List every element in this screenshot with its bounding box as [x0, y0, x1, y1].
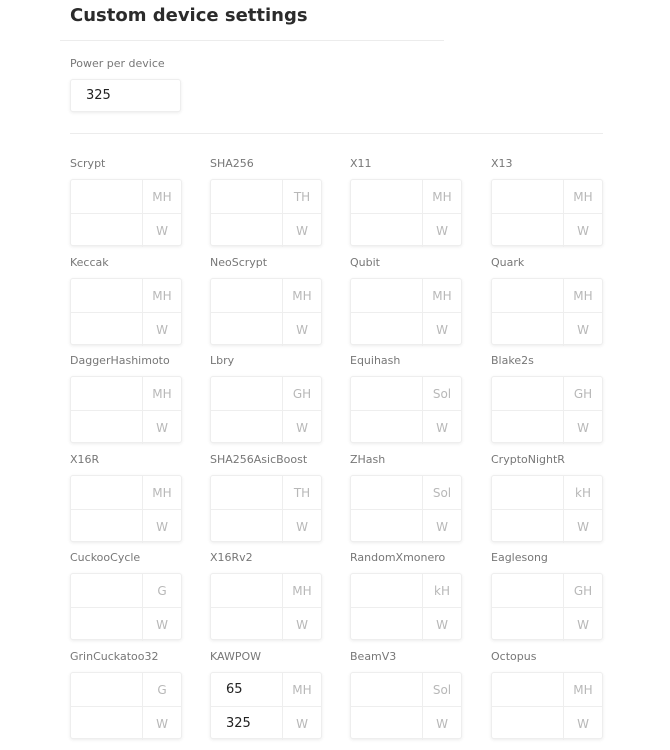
algorithm-input-group — [491, 376, 603, 443]
speed-input[interactable] — [351, 574, 423, 607]
algorithm-name: SHA256AsicBoost — [210, 453, 308, 466]
power-input[interactable] — [211, 313, 283, 346]
algorithm-name: DaggerHashimoto — [70, 354, 170, 367]
speed-row — [211, 574, 321, 608]
power-row — [492, 313, 602, 346]
next-row-label-cutoff — [70, 745, 130, 750]
power-input[interactable] — [71, 707, 143, 740]
speed-row — [492, 279, 602, 313]
algorithm-input-group — [70, 179, 182, 246]
algorithm-input-group — [70, 573, 182, 640]
power-row — [71, 510, 181, 543]
power-input[interactable] — [351, 608, 423, 641]
speed-row — [71, 476, 181, 510]
speed-row — [492, 180, 602, 214]
speed-unit: MH — [292, 683, 312, 697]
power-unit: W — [577, 717, 589, 731]
power-per-device-input[interactable]: 325 — [70, 79, 181, 112]
algorithm-input-group — [491, 672, 603, 739]
algorithm-input-group — [210, 376, 322, 443]
power-row — [492, 608, 602, 641]
power-input[interactable] — [211, 411, 283, 444]
power-row — [351, 313, 461, 346]
algorithm-input-group — [210, 573, 322, 640]
power-row — [211, 707, 321, 740]
power-unit: W — [156, 224, 168, 238]
speed-row — [71, 574, 181, 608]
power-unit: W — [156, 618, 168, 632]
algorithm-name: Equihash — [350, 354, 401, 367]
algorithm-input-group — [210, 672, 322, 739]
speed-unit: TH — [293, 190, 311, 204]
speed-row — [211, 279, 321, 313]
algorithm-input-group — [210, 179, 322, 246]
speed-unit: MH — [292, 584, 312, 598]
algorithm-input-group — [350, 376, 462, 443]
power-row — [492, 510, 602, 543]
algorithm-input-group — [70, 376, 182, 443]
speed-unit: GH — [292, 387, 312, 401]
power-unit: W — [436, 224, 448, 238]
speed-input[interactable] — [492, 673, 564, 706]
power-row — [351, 214, 461, 247]
speed-input[interactable] — [351, 476, 423, 509]
speed-row — [211, 180, 321, 214]
speed-row — [71, 673, 181, 707]
speed-row — [492, 377, 602, 411]
algorithm-name: NeoScrypt — [210, 256, 268, 269]
speed-input[interactable] — [211, 180, 283, 213]
algorithm-input-group — [70, 278, 182, 345]
power-input[interactable] — [211, 214, 283, 247]
power-input[interactable] — [351, 411, 423, 444]
power-row — [211, 313, 321, 346]
speed-row — [492, 574, 602, 608]
algorithm-name: KAWPOW — [210, 650, 261, 663]
speed-row — [71, 279, 181, 313]
algorithm-input-group — [70, 475, 182, 542]
algorithm-name: CryptoNightR — [491, 453, 565, 466]
algorithm-name: X11 — [350, 157, 372, 170]
algorithm-input-group — [350, 179, 462, 246]
speed-input[interactable] — [492, 279, 564, 312]
speed-input[interactable] — [71, 673, 143, 706]
power-unit: W — [296, 224, 308, 238]
algorithm-name: X16R — [70, 453, 100, 466]
algorithm-input-group — [350, 475, 462, 542]
power-row — [71, 214, 181, 247]
algorithm-name: SHA256 — [210, 157, 254, 170]
speed-input[interactable] — [211, 377, 283, 410]
algorithm-input-group — [491, 278, 603, 345]
speed-row — [351, 673, 461, 707]
power-input[interactable] — [351, 707, 423, 740]
speed-input[interactable] — [351, 377, 423, 410]
algorithm-input-group — [350, 672, 462, 739]
power-input[interactable] — [492, 707, 564, 740]
speed-input[interactable] — [351, 279, 423, 312]
speed-input[interactable] — [492, 180, 564, 213]
power-unit: W — [296, 323, 308, 337]
speed-input[interactable] — [492, 574, 564, 607]
power-per-device-label: Power per device — [70, 57, 165, 70]
speed-unit: GH — [573, 387, 593, 401]
power-input[interactable] — [351, 214, 423, 247]
speed-row — [211, 377, 321, 411]
algorithm-input-group — [491, 179, 603, 246]
speed-input[interactable] — [71, 377, 143, 410]
power-input[interactable] — [351, 313, 423, 346]
speed-unit: MH — [152, 190, 172, 204]
power-unit: W — [436, 323, 448, 337]
power-input[interactable] — [492, 214, 564, 247]
power-input[interactable] — [211, 608, 283, 641]
algorithm-name: Qubit — [350, 256, 380, 269]
power-row — [71, 411, 181, 444]
power-row — [211, 510, 321, 543]
power-row — [492, 214, 602, 247]
power-unit: W — [156, 323, 168, 337]
algorithm-name: GrinCuckatoo32 — [70, 650, 159, 663]
speed-input[interactable] — [211, 476, 283, 509]
algorithm-name: CuckooCycle — [70, 551, 141, 564]
speed-input[interactable] — [351, 180, 423, 213]
power-row — [492, 411, 602, 444]
power-unit: W — [577, 618, 589, 632]
speed-input[interactable] — [71, 180, 143, 213]
power-row — [71, 707, 181, 740]
algorithm-name: ZHash — [350, 453, 386, 466]
speed-unit: G — [157, 584, 167, 598]
speed-row — [351, 377, 461, 411]
algorithm-input-group — [491, 573, 603, 640]
speed-input[interactable] — [71, 574, 143, 607]
speed-input[interactable]: 65 — [211, 673, 283, 706]
speed-unit: MH — [573, 190, 593, 204]
algorithm-name: X13 — [491, 157, 513, 170]
speed-unit: MH — [573, 289, 593, 303]
power-row — [211, 411, 321, 444]
algorithm-input-group — [210, 278, 322, 345]
algorithm-input-group — [70, 672, 182, 739]
power-input[interactable] — [492, 411, 564, 444]
speed-input[interactable] — [351, 673, 423, 706]
power-unit: W — [296, 520, 308, 534]
speed-unit: Sol — [432, 387, 452, 401]
power-unit: W — [436, 520, 448, 534]
speed-input[interactable] — [71, 279, 143, 312]
power-unit: W — [577, 323, 589, 337]
power-unit: W — [577, 520, 589, 534]
speed-input[interactable] — [71, 476, 143, 509]
algorithm-name: BeamV3 — [350, 650, 397, 663]
algorithm-name: Octopus — [491, 650, 537, 663]
speed-unit: G — [157, 683, 167, 697]
algorithm-name: Quark — [491, 256, 525, 269]
algorithm-name: Scrypt — [70, 157, 106, 170]
power-input[interactable]: 325 — [211, 707, 283, 740]
speed-input[interactable] — [492, 377, 564, 410]
speed-row — [211, 476, 321, 510]
power-unit: W — [156, 717, 168, 731]
algorithm-input-group — [350, 278, 462, 345]
speed-row — [71, 180, 181, 214]
speed-unit: Sol — [432, 683, 452, 697]
algorithm-name: Eaglesong — [491, 551, 548, 564]
speed-unit: Sol — [432, 486, 452, 500]
power-unit: W — [156, 520, 168, 534]
speed-row — [492, 673, 602, 707]
speed-input[interactable] — [211, 574, 283, 607]
power-input[interactable] — [492, 510, 564, 543]
power-unit: W — [436, 421, 448, 435]
power-row — [492, 707, 602, 740]
speed-row — [351, 476, 461, 510]
power-row — [71, 608, 181, 641]
power-unit: W — [577, 421, 589, 435]
speed-unit: MH — [432, 289, 452, 303]
speed-unit: kH — [434, 584, 450, 598]
power-input[interactable] — [71, 214, 143, 247]
power-row — [351, 608, 461, 641]
power-unit: W — [296, 421, 308, 435]
power-input[interactable] — [351, 510, 423, 543]
speed-unit: GH — [573, 584, 593, 598]
power-input[interactable] — [492, 313, 564, 346]
power-row — [351, 510, 461, 543]
power-unit: W — [296, 717, 308, 731]
speed-unit: MH — [573, 683, 593, 697]
power-unit: W — [436, 717, 448, 731]
speed-row — [71, 377, 181, 411]
power-unit: W — [296, 618, 308, 632]
power-unit: W — [577, 224, 589, 238]
speed-unit: MH — [292, 289, 312, 303]
page-title: Custom device settings — [70, 5, 308, 26]
speed-input[interactable] — [492, 476, 564, 509]
power-input[interactable] — [71, 510, 143, 543]
speed-row — [211, 673, 321, 707]
power-input[interactable] — [71, 608, 143, 641]
power-unit: W — [156, 421, 168, 435]
power-input[interactable] — [211, 510, 283, 543]
algorithm-name: Lbry — [210, 354, 235, 367]
speed-row — [351, 279, 461, 313]
speed-unit: MH — [152, 289, 172, 303]
power-row — [351, 411, 461, 444]
power-row — [211, 608, 321, 641]
algorithm-name: Blake2s — [491, 354, 534, 367]
speed-unit: MH — [152, 387, 172, 401]
algorithm-name: Keccak — [70, 256, 109, 269]
algorithm-name: X16Rv2 — [210, 551, 253, 564]
speed-unit: MH — [152, 486, 172, 500]
power-input[interactable] — [71, 411, 143, 444]
algorithm-name: RandomXmonero — [350, 551, 446, 564]
power-unit: W — [436, 618, 448, 632]
power-row — [351, 707, 461, 740]
power-row — [71, 313, 181, 346]
speed-row — [492, 476, 602, 510]
speed-unit: TH — [293, 486, 311, 500]
algorithm-input-group — [491, 475, 603, 542]
algorithm-input-group — [350, 573, 462, 640]
speed-row — [351, 574, 461, 608]
power-input[interactable] — [492, 608, 564, 641]
algorithm-input-group — [210, 475, 322, 542]
speed-unit: MH — [432, 190, 452, 204]
power-input[interactable] — [71, 313, 143, 346]
power-row — [211, 214, 321, 247]
speed-input[interactable] — [211, 279, 283, 312]
speed-unit: kH — [575, 486, 591, 500]
speed-row — [351, 180, 461, 214]
